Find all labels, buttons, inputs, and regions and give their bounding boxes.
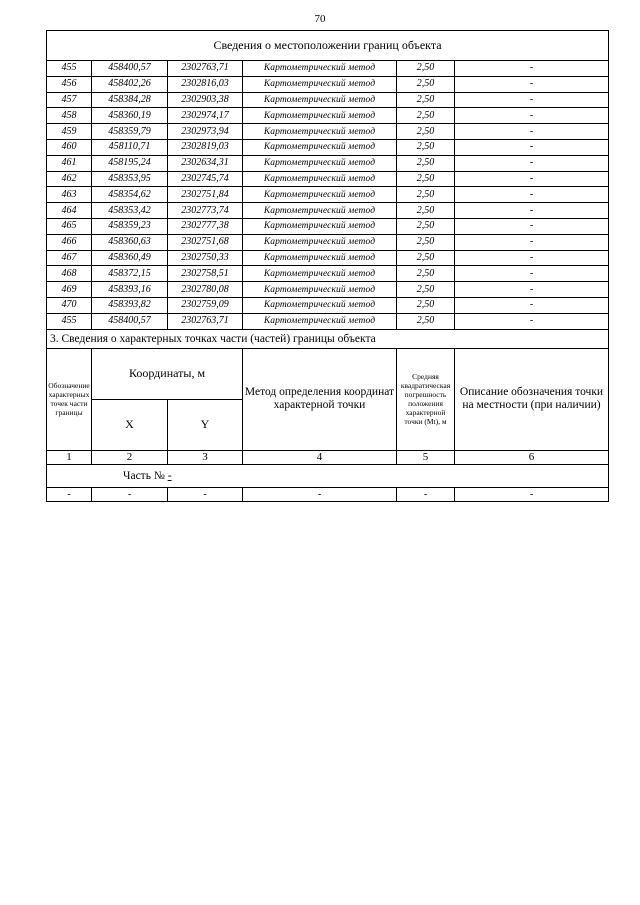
mean-error-cell: 2,50: [397, 61, 455, 77]
point-number-cell: 458: [47, 108, 92, 124]
empty-data-row: [47, 487, 609, 501]
table-row: [47, 108, 609, 124]
x-coordinate-cell: 458393,82: [92, 297, 168, 313]
point-number-cell: 469: [47, 282, 92, 298]
table-row: [47, 282, 609, 298]
y-coordinate-cell: 2302751,84: [168, 187, 243, 203]
method-cell: Картометрический метод: [243, 155, 397, 171]
method-cell: Картометрический метод: [243, 266, 397, 282]
point-number-cell: 470: [47, 297, 92, 313]
header-y: Y: [168, 399, 243, 450]
y-coordinate-cell: 2302763,71: [168, 313, 243, 329]
x-coordinate-cell: 458359,79: [92, 124, 168, 140]
table-row: [47, 313, 609, 329]
header-mean-error: Средняя квадратическая погрешность положения характерной точки (Mt), м: [397, 348, 455, 450]
table-row: [47, 234, 609, 250]
y-coordinate-cell: 2302974,17: [168, 108, 243, 124]
section3-header-row: [47, 348, 609, 399]
method-cell: Картометрический метод: [243, 250, 397, 266]
table-row: [47, 250, 609, 266]
section-title-row: [47, 31, 609, 61]
point-number-cell: 457: [47, 92, 92, 108]
point-number-cell: 463: [47, 187, 92, 203]
table-row: [47, 297, 609, 313]
mean-error-cell: 2,50: [397, 234, 455, 250]
point-number-cell: 460: [47, 139, 92, 155]
y-coordinate-cell: 2302903,38: [168, 92, 243, 108]
y-coordinate-cell: 2302750,33: [168, 250, 243, 266]
method-cell: Картометрический метод: [243, 282, 397, 298]
mean-error-cell: 2,50: [397, 155, 455, 171]
x-coordinate-cell: 458360,19: [92, 108, 168, 124]
empty-cell: -: [92, 487, 168, 501]
point-number-cell: 466: [47, 234, 92, 250]
description-cell: -: [455, 124, 609, 140]
description-cell: -: [455, 139, 609, 155]
x-coordinate-cell: 458402,26: [92, 76, 168, 92]
part-label: Часть №: [123, 469, 165, 482]
mean-error-cell: 2,50: [397, 187, 455, 203]
y-coordinate-cell: 2302816,03: [168, 76, 243, 92]
description-cell: -: [455, 187, 609, 203]
description-cell: -: [455, 61, 609, 77]
y-coordinate-cell: 2302973,94: [168, 124, 243, 140]
column-number: 4: [243, 450, 397, 464]
point-number-cell: 462: [47, 171, 92, 187]
mean-error-cell: 2,50: [397, 76, 455, 92]
y-coordinate-cell: 2302758,51: [168, 266, 243, 282]
description-cell: -: [455, 76, 609, 92]
empty-cell: -: [243, 487, 397, 501]
method-cell: Картометрический метод: [243, 203, 397, 219]
y-coordinate-cell: 2302751,68: [168, 234, 243, 250]
column-number: 2: [92, 450, 168, 464]
table-row: [47, 187, 609, 203]
point-number-cell: 455: [47, 61, 92, 77]
mean-error-cell: 2,50: [397, 124, 455, 140]
x-coordinate-cell: 458353,95: [92, 171, 168, 187]
method-cell: Картометрический метод: [243, 187, 397, 203]
table-row: [47, 171, 609, 187]
y-coordinate-cell: 2302819,03: [168, 139, 243, 155]
mean-error-cell: 2,50: [397, 313, 455, 329]
method-cell: Картометрический метод: [243, 218, 397, 234]
mean-error-cell: 2,50: [397, 92, 455, 108]
column-number: 6: [455, 450, 609, 464]
point-number-cell: 455: [47, 313, 92, 329]
header-x: X: [92, 399, 168, 450]
empty-cell: -: [455, 487, 609, 501]
mean-error-cell: 2,50: [397, 266, 455, 282]
description-cell: -: [455, 218, 609, 234]
description-cell: -: [455, 282, 609, 298]
method-cell: Картометрический метод: [243, 61, 397, 77]
y-coordinate-cell: 2302773,74: [168, 203, 243, 219]
mean-error-cell: 2,50: [397, 139, 455, 155]
point-number-cell: 456: [47, 76, 92, 92]
table-row: [47, 61, 609, 77]
description-cell: -: [455, 92, 609, 108]
method-cell: Картометрический метод: [243, 313, 397, 329]
y-coordinate-cell: 2302745,74: [168, 171, 243, 187]
table-row: [47, 124, 609, 140]
mean-error-cell: 2,50: [397, 203, 455, 219]
description-cell: -: [455, 266, 609, 282]
x-coordinate-cell: 458400,57: [92, 313, 168, 329]
description-cell: -: [455, 297, 609, 313]
header-method: Метод определения координат характерной точки: [243, 348, 397, 450]
x-coordinate-cell: 458400,57: [92, 61, 168, 77]
point-number-cell: 464: [47, 203, 92, 219]
part-row: [47, 464, 609, 487]
table-row: [47, 139, 609, 155]
column-number: 1: [47, 450, 92, 464]
table-row: [47, 155, 609, 171]
mean-error-cell: 2,50: [397, 250, 455, 266]
mean-error-cell: 2,50: [397, 297, 455, 313]
method-cell: Картометрический метод: [243, 108, 397, 124]
point-number-cell: 459: [47, 124, 92, 140]
description-cell: -: [455, 203, 609, 219]
description-cell: -: [455, 155, 609, 171]
description-cell: -: [455, 171, 609, 187]
method-cell: Картометрический метод: [243, 92, 397, 108]
table-row: [47, 266, 609, 282]
mean-error-cell: 2,50: [397, 108, 455, 124]
x-coordinate-cell: 458384,28: [92, 92, 168, 108]
y-coordinate-cell: 2302759,09: [168, 297, 243, 313]
x-coordinate-cell: 458393,16: [92, 282, 168, 298]
method-cell: Картометрический метод: [243, 124, 397, 140]
page-number: 70: [314, 13, 326, 25]
table-row: [47, 76, 609, 92]
y-coordinate-cell: 2302780,08: [168, 282, 243, 298]
method-cell: Картометрический метод: [243, 76, 397, 92]
table-row: [47, 92, 609, 108]
method-cell: Картометрический метод: [243, 171, 397, 187]
boundary-table-wrapper: [46, 30, 608, 502]
header-point-designation: Обозначение характерных точек части границы: [47, 348, 92, 450]
method-cell: Картометрический метод: [243, 297, 397, 313]
point-number-cell: 468: [47, 266, 92, 282]
x-coordinate-cell: 458195,24: [92, 155, 168, 171]
method-cell: Картометрический метод: [243, 234, 397, 250]
y-coordinate-cell: 2302777,38: [168, 218, 243, 234]
method-cell: Картометрический метод: [243, 139, 397, 155]
empty-cell: -: [168, 487, 243, 501]
table-row: [47, 203, 609, 219]
y-coordinate-cell: 2302634,31: [168, 155, 243, 171]
point-number-cell: 467: [47, 250, 92, 266]
x-coordinate-cell: 458354,62: [92, 187, 168, 203]
mean-error-cell: 2,50: [397, 218, 455, 234]
x-coordinate-cell: 458372,15: [92, 266, 168, 282]
description-cell: -: [455, 250, 609, 266]
table-row: [47, 218, 609, 234]
x-coordinate-cell: 458360,49: [92, 250, 168, 266]
part-value: -: [167, 469, 172, 482]
description-cell: -: [455, 313, 609, 329]
section3-title: 3. Сведения о характерных точках части (частей) границы объекта: [47, 329, 609, 348]
empty-cell: -: [397, 487, 455, 501]
x-coordinate-cell: 458360,63: [92, 234, 168, 250]
header-coordinates: Координаты, м: [92, 348, 243, 399]
y-coordinate-cell: 2302763,71: [168, 61, 243, 77]
column-number: 5: [397, 450, 455, 464]
point-number-cell: 465: [47, 218, 92, 234]
section-title: Сведения о местоположении границ объекта: [47, 31, 609, 61]
boundary-table: [46, 30, 609, 502]
description-cell: -: [455, 234, 609, 250]
x-coordinate-cell: 458110,71: [92, 139, 168, 155]
description-cell: -: [455, 108, 609, 124]
mean-error-cell: 2,50: [397, 282, 455, 298]
column-number: 3: [168, 450, 243, 464]
empty-cell: -: [47, 487, 92, 501]
header-description: Описание обозначения точки на местности (при наличии): [455, 348, 609, 450]
column-number-row: [47, 450, 609, 464]
mean-error-cell: 2,50: [397, 171, 455, 187]
part-label-cell: [47, 464, 609, 487]
x-coordinate-cell: 458353,42: [92, 203, 168, 219]
point-number-cell: 461: [47, 155, 92, 171]
section3-title-row: [47, 329, 609, 348]
x-coordinate-cell: 458359,23: [92, 218, 168, 234]
